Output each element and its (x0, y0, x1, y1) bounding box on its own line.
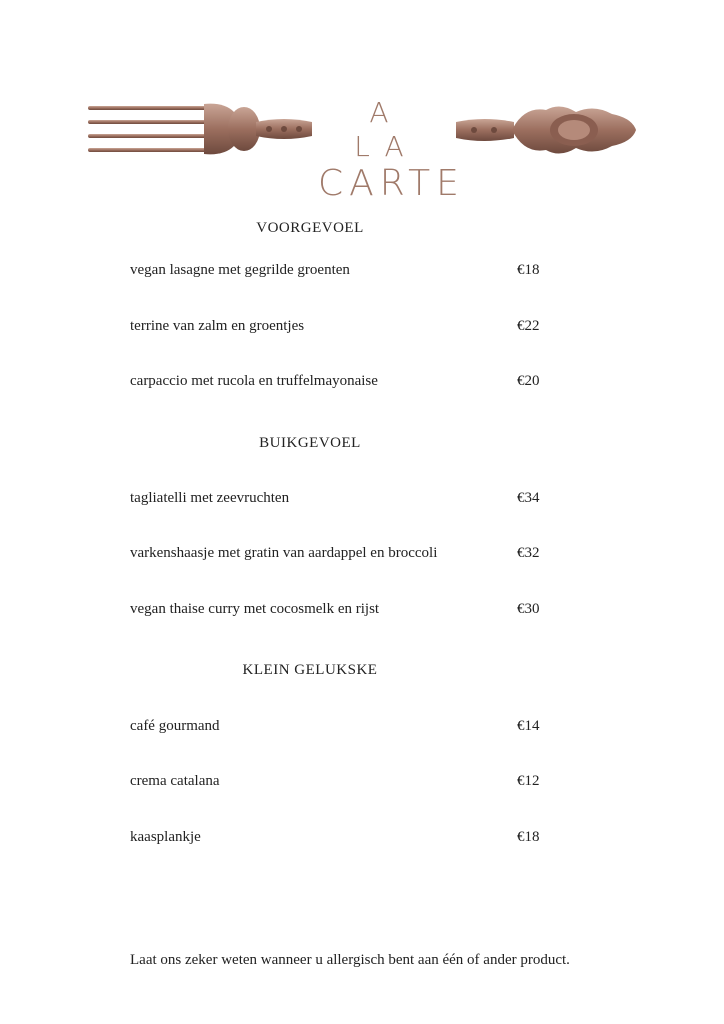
allergy-notice: Laat ons zeker weten wanneer u allergisch bent aan één of ander product. (130, 952, 570, 968)
section-title-buikgevoel: BUIKGEVOEL (259, 435, 361, 451)
menu-item-price: €18 (517, 829, 540, 845)
menu-item-price: €34 (517, 490, 540, 506)
section-title-voorgevoel: VOORGEVOEL (256, 220, 364, 236)
menu-item-price: €20 (517, 373, 540, 389)
menu-item-name: café gourmand (130, 718, 220, 734)
section-title-klein-gelukske: KLEIN GELUKSKE (242, 662, 378, 678)
menu-item-name: kaasplankje (130, 829, 201, 845)
menu-item-name: varkenshaasje met gratin van aardappel en broccoli (130, 545, 438, 561)
logo-line2: CARTE (318, 163, 465, 204)
menu-item-name: vegan thaise curry met cocosmelk en rijst (130, 601, 380, 617)
menu-item-name: crema catalana (130, 773, 220, 789)
menu-item-price: €22 (517, 318, 540, 334)
menu-item-name: terrine van zalm en groentjes (130, 318, 305, 334)
menu-item-price: €30 (517, 601, 540, 617)
logo (318, 96, 465, 204)
menu-item-price: €12 (517, 773, 540, 789)
menu-item-price: €18 (517, 262, 540, 278)
menu-item-name: vegan lasagne met gegrilde groenten (130, 262, 350, 278)
menu-item-name: carpaccio met rucola en truffelmayonaise (130, 373, 378, 389)
menu-item-name: tagliatelli met zeevruchten (130, 490, 290, 506)
menu-item-price: €32 (517, 545, 540, 561)
logo-line1: A LA (354, 96, 418, 163)
menu-item-price: €14 (517, 718, 540, 734)
